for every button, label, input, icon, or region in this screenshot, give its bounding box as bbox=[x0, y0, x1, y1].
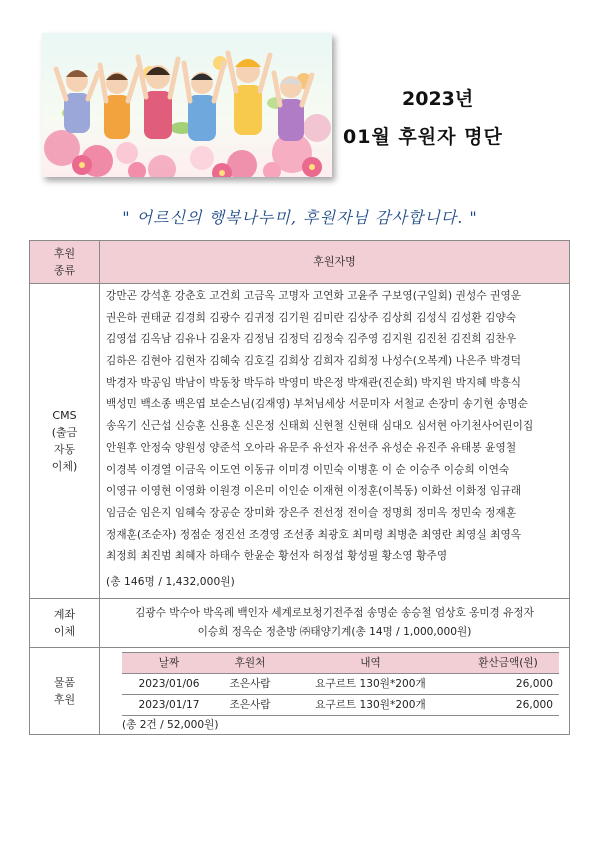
cms-name-line: 정재훈(조순자) 정점순 정진선 조경영 조선종 최광호 최미령 최병춘 최영란 최영실 최영옥 bbox=[106, 528, 522, 541]
page-title: 01월 후원자 명단 bbox=[343, 126, 503, 148]
goods-date: 2023/01/17 bbox=[122, 694, 216, 715]
goods-header-date: 날짜 bbox=[122, 652, 216, 673]
goods-detail: 요구르트 130원*200개 bbox=[284, 673, 457, 694]
cms-name-line: 김영섭 김옥남 김유나 김윤자 김정님 김정덕 김정숙 김주영 김지원 김진천 김진희 김찬우 bbox=[106, 333, 517, 346]
account-label-text: 계좌 이체 bbox=[53, 607, 76, 638]
header-names: 후원자명 bbox=[100, 241, 570, 284]
header-category bbox=[30, 241, 100, 284]
account-row bbox=[30, 598, 570, 647]
account-label bbox=[30, 598, 100, 647]
goods-date: 2023/01/06 bbox=[122, 673, 216, 694]
table-header-row bbox=[30, 241, 570, 284]
goods-amount: 26,000 bbox=[457, 694, 559, 715]
header-category-label: 후원 종류 bbox=[53, 247, 76, 277]
title-year: 2023년 bbox=[402, 88, 474, 110]
cms-name-line: 이경복 이경열 이금옥 이도연 이동규 이미경 이민숙 이병훈 이 순 이승주 이승희 이연숙 bbox=[106, 463, 510, 476]
cms-name-line: 최정희 최진범 최혜자 하태수 한윤순 황선자 허정섭 황성필 황소영 황주영 bbox=[106, 550, 448, 563]
cms-name-line: 강만곤 강석훈 강춘호 고건희 고금옥 고명자 고연화 고윤주 구보영(구일회) 권성수 권영운 bbox=[106, 290, 522, 302]
cms-label-text: CMS (출금 자동 이체) bbox=[51, 408, 78, 473]
goods-amount: 26,000 bbox=[457, 673, 559, 694]
cms-name-line: 안원후 안정숙 양원성 양준석 오아라 유문주 유선자 유선주 유성순 유진주 유태봉 윤영철 bbox=[106, 441, 517, 454]
goods-header-row bbox=[122, 652, 559, 673]
cms-name-line: 김하은 김현아 김현자 김혜숙 김호길 김희상 김희자 김희정 나성수(오복계) 나은주 박경덕 bbox=[106, 355, 522, 368]
goods-label-text: 물품 후원 bbox=[53, 675, 76, 706]
goods-header-donor: 후원처 bbox=[216, 652, 284, 673]
goods-label bbox=[30, 647, 100, 734]
cms-name-line: 권은하 권태균 김경희 김광수 김귀정 김기원 김미란 김상주 김상희 김성식 김성환 김양숙 bbox=[106, 311, 517, 324]
goods-donor: 조은사람 bbox=[216, 673, 284, 694]
goods-detail: 요구르트 130원*200개 bbox=[284, 694, 457, 715]
account-names bbox=[100, 598, 570, 647]
goods-table bbox=[122, 652, 559, 716]
cms-row bbox=[30, 284, 570, 599]
cms-total: (총 146명 / 1,432,000원) bbox=[106, 575, 235, 588]
cms-name-line: 임금순 임은지 임혜숙 장공순 장미화 장은주 전선정 전이슬 정명희 정미옥 정민숙 정재훈 bbox=[106, 506, 517, 519]
cms-names bbox=[100, 284, 570, 599]
account-line-1: 김광수 박수아 박옥례 백인자 세계로보청기전주점 송명순 송승철 엄상호 옹미경 유정자 bbox=[135, 606, 534, 619]
cms-name-line: 송옥기 신근섭 신승훈 신용훈 신은정 신태희 신현철 신현태 심대오 심서현 아기천사어린이집 bbox=[106, 420, 534, 433]
goods-header-detail: 내역 bbox=[284, 652, 457, 673]
cms-name-line: 박경자 박공임 박남이 박동창 박두하 박영미 박은정 박재관(진순희) 박지원 박지혜 박흥식 bbox=[106, 376, 522, 389]
goods-header-amount: 환산금액(원) bbox=[457, 652, 559, 673]
cms-name-line: 이영규 이영현 이영화 이원경 이은미 이인순 이재현 이정훈(이복동) 이화선 이화정 임규래 bbox=[106, 485, 522, 498]
table-row bbox=[122, 694, 559, 715]
cms-label bbox=[30, 284, 100, 599]
banner-illustration bbox=[42, 33, 332, 177]
cheering-people-flowers-image bbox=[42, 33, 332, 177]
account-line-2: 이승희 정옥순 정춘방 ㈜태양기계(총 14명 / 1,000,000원) bbox=[197, 625, 472, 638]
slogan: " 어르신의 행복나누미, 후원자님 감사합니다. " bbox=[122, 208, 478, 227]
goods-donor: 조은사람 bbox=[216, 694, 284, 715]
donor-table bbox=[29, 240, 570, 735]
goods-row bbox=[30, 647, 570, 734]
cms-name-line: 백성민 백소종 백은엽 보순스님(김재영) 부처님세상 서문미자 서철교 손장미 송기현 송명순 bbox=[106, 398, 529, 411]
table-row bbox=[122, 673, 559, 694]
goods-total: (총 2건 / 52,000원) bbox=[122, 718, 219, 731]
goods-content bbox=[100, 647, 570, 734]
